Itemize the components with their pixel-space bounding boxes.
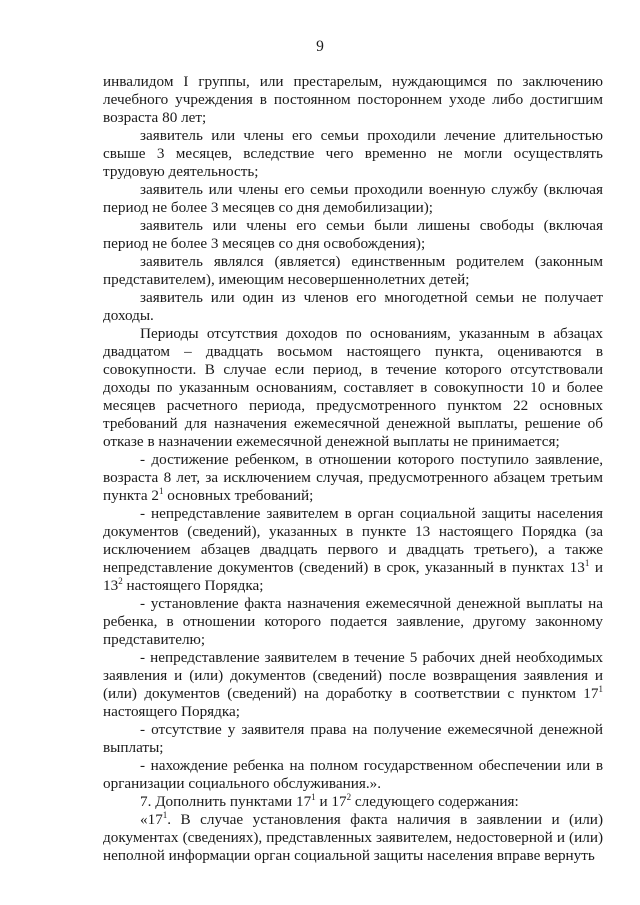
paragraph-text: следующего содержания: [351,793,519,810]
superscript: 1 [598,684,603,694]
paragraph-text: заявитель или члены его семьи проходили лечение длительностью свыше 3 месяцев, вследствие чего временно не могли осуществлять трудовую деятельность; [103,127,603,180]
superscript: 1 [158,486,164,496]
paragraph-text: и 17 [315,793,347,810]
paragraph [103,793,603,811]
paragraph-text: «17 [140,811,163,828]
paragraph [103,127,603,181]
paragraph-text: - непредставление заявителем в орган социальной защиты населения документов (сведений), указанных в пункте 13 настоящего Порядка (за исключением абзацев двадцать первого и двадцать третьего), а также непредставление документов (сведений) в срок, указанный в пунктах 13 [103,505,603,576]
paragraph-text: - установление факта назначения ежемесячной денежной выплаты на ребенка, в отношении которого подается заявление, другому законному представителю; [103,595,603,648]
paragraph-text: заявитель или члены его семьи проходили военную службу (включая период не более 3 месяцев со дня демобилизации); [103,181,603,216]
page-number: 9 [316,38,324,55]
paragraph [103,757,603,793]
document-body [103,73,603,865]
paragraph-text: - отсутствие у заявителя права на получение ежемесячной денежной выплаты; [103,721,603,756]
paragraph [103,811,603,865]
paragraph [103,595,603,649]
superscript: 1 [162,810,168,820]
paragraph-text: основных требований; [163,487,314,504]
paragraph-text: - нахождение ребенка на полном государственном обеспечении или в организации социального обслуживания.». [103,757,603,792]
paragraph [103,253,603,289]
paragraph-text: заявитель или один из членов его многодетной семьи не получает доходы. [103,289,603,324]
superscript: 1 [584,558,590,568]
paragraph-text: инвалидом I группы, или престарелым, нуждающимся по заключению лечебного учреждения в постоянном постороннем уходе либо достигшим возраста 80 лет; [103,73,603,126]
paragraph-text: . В случае установления факта наличия в заявлении и (или) документах (сведениях), представленных заявителем, недостоверной и (или) неполной информации орган социальной защиты населения вправе вернуть [103,811,603,864]
paragraph-text: Периоды отсутствия доходов по основаниям, указанным в абзацах двадцатом – двадцать восьмом настоящего пункта, оцениваются в совокупности. В случае если период, в течение которого отсутствовали доходы по указанным основаниям, составляет в совокупности 10 и более месяцев расчетного периода, предусмотренного пунктом 22 основных требований для назначения ежемесячной денежной выплаты, решение об отказе в назначении ежемесячной денежной выплаты не принимается; [103,325,603,450]
paragraph [103,649,603,721]
paragraph [103,289,603,325]
paragraph [103,181,603,217]
paragraph [103,73,603,127]
paragraph [103,325,603,451]
paragraph-text: заявитель являлся (является) единственным родителем (законным представителем), имеющим несовершеннолетних детей; [103,253,603,288]
paragraph-text: 7. Дополнить пунктами 17 [140,793,312,810]
paragraph [103,217,603,253]
superscript: 2 [118,576,123,586]
superscript: 1 [311,792,316,802]
paragraph [103,451,603,505]
paragraph-text: и 13 [103,559,603,594]
superscript: 2 [346,792,352,802]
paragraph-text: настоящего Порядка; [122,577,264,594]
paragraph-text: - достижение ребенком, в отношении которого поступило заявление, возраста 8 лет, за исключением случая, предусмотренного абзацем третьим пункта 2 [103,451,603,504]
paragraph [103,505,603,595]
paragraph-text: - непредставление заявителем в течение 5 рабочих дней необходимых заявления и (или) документов (сведений) после возвращения заявления и (или) документов (сведений) на доработку в соответствии с пунктом 17 [103,649,603,702]
paragraph-text: настоящего Порядка; [103,703,240,720]
paragraph-text: заявитель или члены его семьи были лишены свободы (включая период не более 3 месяцев со дня освобождения); [103,217,603,252]
paragraph [103,721,603,757]
